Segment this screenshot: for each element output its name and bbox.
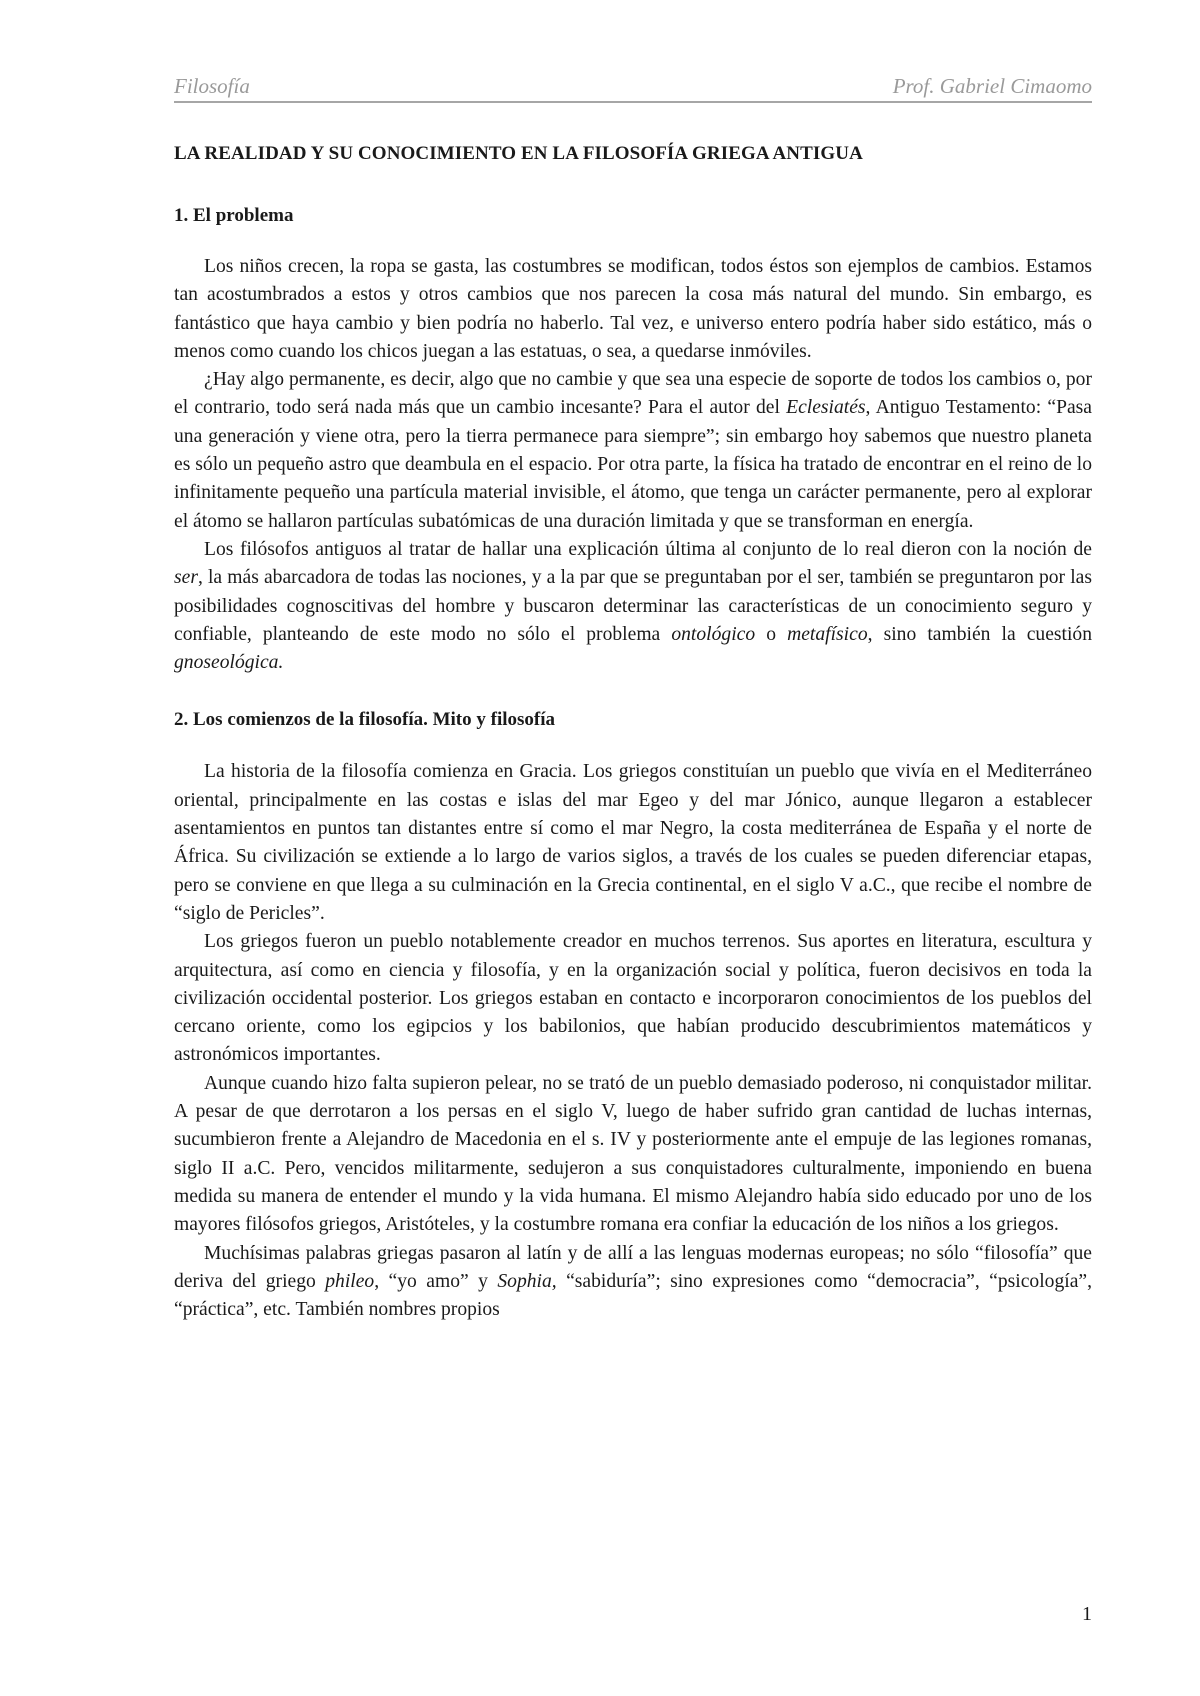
section-1-title: 1. El problema bbox=[174, 205, 294, 226]
page-number: 1 bbox=[1082, 1603, 1092, 1625]
section-1-paragraph-1: Los niños crecen, la ropa se gasta, las costumbres se modifican, todos éstos son ejemplos de cambios. Estamos tan acostumbrados a estos y otros cambios que nos parecen la cosa más natural del mundo. Sin embargo, es fantástico que haya cambio y bien podría no haberlo. Tal vez, e universo entero podría haber sido estático, más o menos como cuando los chicos juegan a las estatuas, o sea, a quedarse inmóviles. bbox=[174, 256, 1092, 362]
section-1-paragraph-2: ¿Hay algo permanente, es decir, algo que no cambie y que sea una especie de soporte de todos los cambios o, por el contrario, todo será nada más que un cambio incesante? Para el autor del Eclesiatés, Antiguo Testamento: “Pasa una generación y viene otra, pero la tierra permanece para siempre”; sin embargo hoy sabemos que nuestro planeta es sólo un pequeño astro que deambula en el espacio. Por otra parte, la física ha tratado de encontrar en el reino de lo infinitamente pequeño una partícula material invisible, el átomo, que tenga un carácter permanente, pero al explorar el átomo se hallaron partículas subatómicas de una duración limitada y que se transforman en energía. bbox=[174, 369, 1092, 532]
section-2-paragraph-3: Aunque cuando hizo falta supieron pelear, no se trató de un pueblo demasiado poderoso, ni conquistador militar. A pesar de que derrotaron a los persas en el siglo V, luego de haber sufrido gran cantidad de luchas internas, sucumbieron frente a Alejandro de Macedonia en el s. IV y posteriormente ante el empuje de las legiones romanas, siglo II a.C. Pero, vencidos militarmente, sedujeron a sus conquistadores culturalmente, imponiendo en buena medida su manera de entender el mundo y la vida humana. El mismo Alejandro había sido educado por uno de los mayores filósofos griegos, Aristóteles, y la costumbre romana era confiar la educación de los niños a los griegos. bbox=[174, 1072, 1092, 1236]
header-subject: Filosofía bbox=[174, 74, 250, 98]
section-2-paragraph-4: Muchísimas palabras griegas pasaron al latín y de allí a las lenguas modernas europeas; no sólo “filosofía” que deriva del griego phileo, “yo amo” y Sophia, “sabiduría”; sino expresiones como “democracia”, “psicología”, “práctica”, etc. También nombres propios bbox=[174, 1242, 1092, 1321]
section-2-title: 2. Los comienzos de la filosofía. Mito y filosofía bbox=[174, 709, 556, 731]
section-1-paragraph-3: Los filósofos antiguos al tratar de hallar una explicación última al conjunto de lo real dieron con la noción de ser, la más abarcadora de todas las nociones, y a la par que se preguntaban por el ser, también se preguntaron por las posibilidades cognoscitivas del hombre y buscaron determinar las características de un conocimiento seguro y confiable, planteando de este modo no sólo el problema ontológico o metafísico, sino también la cuestión gnoseológica. bbox=[174, 538, 1092, 674]
header-author: Prof. Gabriel Cimaomo bbox=[892, 74, 1092, 98]
document-title: LA REALIDAD Y SU CONOCIMIENTO EN LA FILOSOFÍA GRIEGA ANTIGUA bbox=[174, 143, 863, 164]
section-2-paragraph-2: Los griegos fueron un pueblo notablemente creador en muchos terrenos. Sus aportes en literatura, escultura y arquitectura, así como en ciencia y filosofía, y en la organización social y política, fueron decisivos en toda la civilización occidental posterior. Los griegos estaban en contacto e incorporaron conocimientos de los pueblos del cercano oriente, como los egipcios y los babilonios, que habían producido descubrimientos matemáticos y astronómicos importantes. bbox=[174, 931, 1092, 1066]
page-header bbox=[174, 74, 1092, 103]
section-2-paragraph-1: La historia de la filosofía comienza en Gracia. Los griegos constituían un pueblo que vivía en el Mediterráneo oriental, principalmente en las costas e islas del mar Egeo y del mar Jónico, aunque llegaron a establecer asentamientos en puntos tan distantes entre sí como el mar Negro, la costa mediterránea de España y el norte de África. Su civilización se extiende a lo largo de varios siglos, a través de los cuales se pueden diferenciar etapas, pero se conviene en que llega a su culminación en la Grecia continental, en el siglo V a.C., que recibe el nombre de “siglo de Pericles”. bbox=[174, 761, 1092, 924]
document-body bbox=[174, 143, 1092, 1324]
